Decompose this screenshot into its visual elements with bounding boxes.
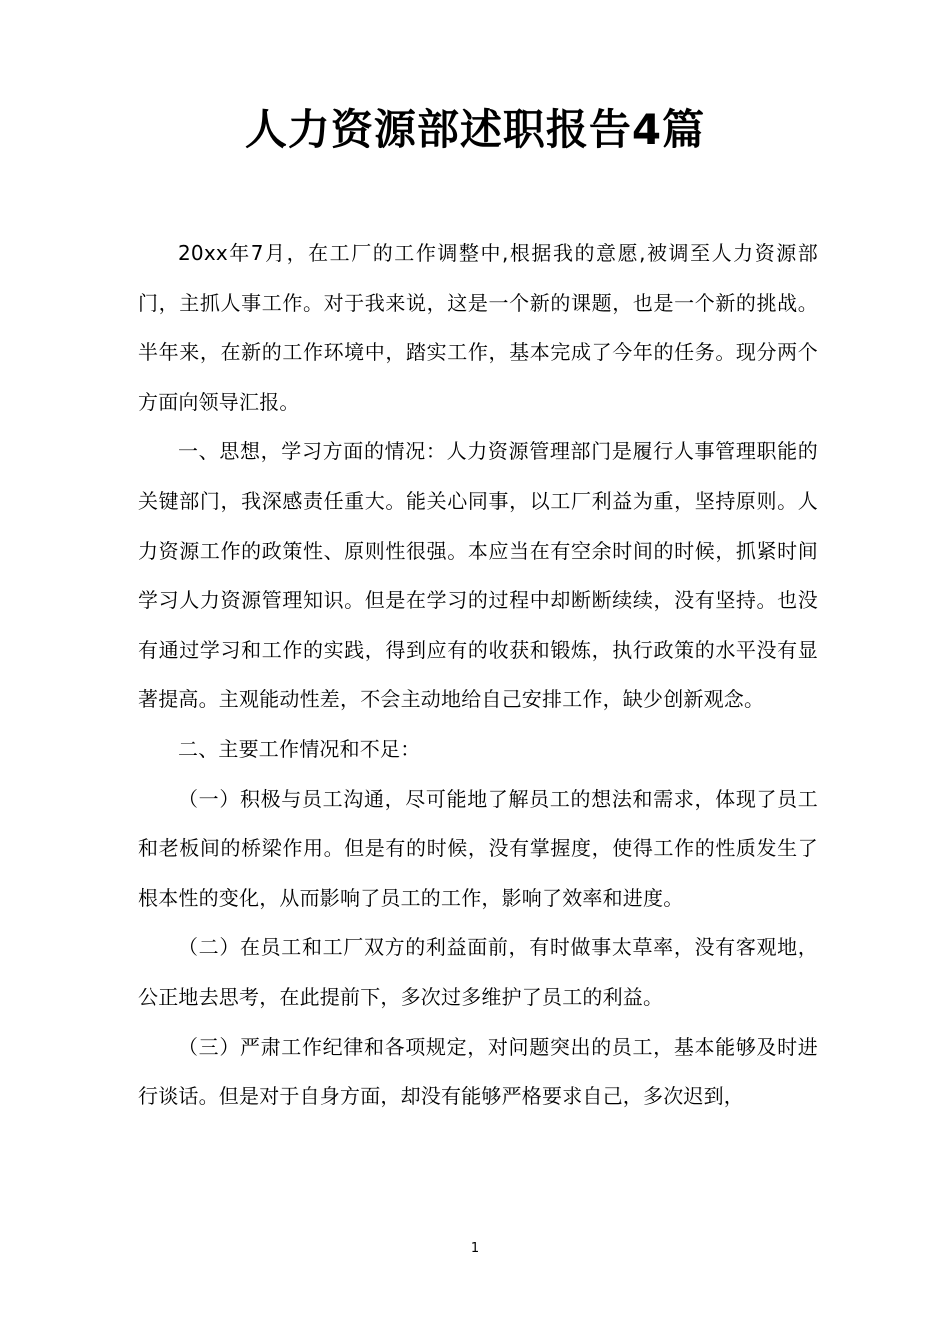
document-title: 人力资源部述职报告4篇 xyxy=(244,105,706,154)
page-number: 1 xyxy=(470,1241,480,1256)
paragraph-intro: 20xx年7月，在工厂的工作调整中,根据我的意愿,被调至人力资源部门，主抓人事工作。对于我来说，这是一个新的课题，也是一个新的挑战。半年来，在新的工作环境中，踏实工作，基本完成了今年的任务。现分两个方面向领导汇报。 xyxy=(138,241,818,414)
paragraph-item-one: （一）积极与员工沟通，尽可能地了解员工的想法和需求，体现了员工和老板间的桥梁作用。但是有的时候，没有掌握度，使得工作的性质发生了根本性的变化，从而影响了员工的工作，影响了效率和进度。 xyxy=(138,786,818,910)
paragraph-section-two-heading: 二、主要工作情况和不足： xyxy=(178,736,421,761)
document-body xyxy=(138,229,818,1122)
paragraph-item-two: （二）在员工和工厂双方的利益面前，有时做事太草率，没有客观地，公正地去思考，在此提前下，多次过多维护了员工的利益。 xyxy=(138,935,818,1009)
paragraph-item-three: （三）严肃工作纪律和各项规定，对问题突出的员工，基本能够及时进行谈话。但是对于自身方面，却没有能够严格要求自己，多次迟到， xyxy=(138,1034,818,1109)
paragraph-section-one: 一、思想，学习方面的情况：人力资源管理部门是履行人事管理职能的关键部门，我深感责任重大。能关心同事，以工厂利益为重，坚持原则。人力资源工作的政策性、原则性很强。本应当在有空余时间的时候，抓紧时间学习人力资源管理知识。但是在学习的过程中却断断续续，没有坚持。也没有通过学习和工作的实践，得到应有的收获和锻炼，执行政策的水平没有显著提高。主观能动性差，不会主动地给自己安排工作，缺少创新观念。 xyxy=(138,439,818,712)
